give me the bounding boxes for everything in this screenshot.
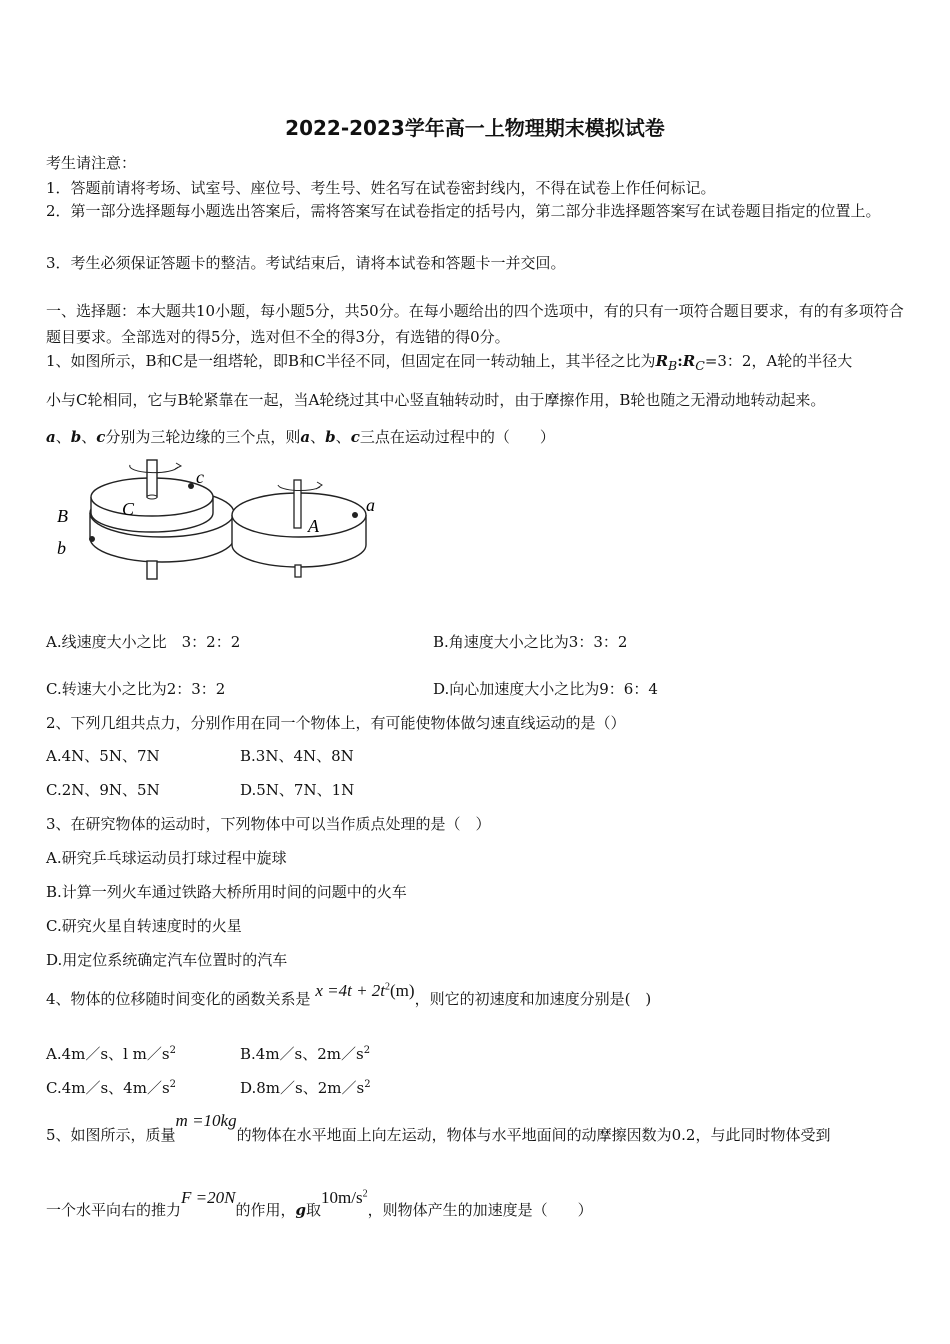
label-a-point: a [366,495,375,515]
q4-stem [46,981,652,1009]
formula-expression: x =4t + 2t [315,981,386,1000]
q2-option-b: B.3N、4N、8N [240,747,354,765]
exponent: 2 [169,1045,176,1056]
q1-option-b: B.角速度大小之比为3：3：2 [433,633,628,651]
q3-option-b: B.计算一列火车通过铁路大桥所用时间的问题中的火车 [46,883,407,901]
q5-text: 的作用， [235,1201,296,1219]
label-a-wheel: A [308,516,319,536]
radius-c-symbol: R [682,352,696,370]
label-c-point: c [196,467,204,487]
q1-stem-line2: 小与C轮相同，它与B轮紧靠在一起，当A轮绕过其中心竖直轴转动时，由于摩擦作用，B轮也随之无滑动地转动起来。 [46,391,826,409]
separator: 、 [81,428,97,446]
option-text: D.8m／s、2m／s [240,1079,365,1097]
q4-text: ，则它的初速度和加速度分别是( ) [414,990,652,1008]
separator: 、 [335,428,351,446]
radius-b-subscript: B [668,358,678,373]
q1-stem-line1 [46,350,852,373]
label-b-point: b [57,538,66,558]
q2-stem: 2、下列几组共点力，分别作用在同一个物体上，有可能使物体做匀速直线运动的是（） [46,714,626,732]
ratio-separator: : [677,352,683,370]
q1-option-c: C.转速大小之比为2：3：2 [46,680,226,698]
q5-text: 5、如图所示，质量 [46,1126,176,1144]
q3-option-c: C.研究火星自转速度时的火星 [46,917,242,935]
section-intro: 一、选择题：本大题共10小题，每小题5分，共50分。在每小题给出的四个选项中，有的只有一项符合题目要求，有的有多项符合题目要求。全部选对的得5分，选对但不全的得3分，有选错的得0分。 [46,302,904,346]
gravity-symbol: g [295,1201,306,1219]
displacement-formula [315,981,414,1000]
exponent: 2 [362,1188,368,1200]
formula-exponent: 2 [385,981,391,993]
q1-option-d: D.向心加速度大小之比为9：6：4 [433,680,658,698]
q2-option-d: D.5N、7N、1N [240,781,355,799]
q4-option-a [46,1043,176,1064]
q5-text: 的物体在水平地面上向左运动，物体与水平地面间的动摩擦因数为0.2，与此同时物体受到 [236,1126,831,1144]
q5-text: 一个水平向右的推力 [46,1201,182,1219]
q1-stem-line3 [46,426,555,447]
radius-b-symbol: R [655,352,669,370]
label-c-wheel: C [122,499,135,519]
q5-stem-line1 [46,1111,831,1145]
q1-option-a: A.线速度大小之比 3：2：2 [46,633,241,651]
q4-option-d [240,1077,371,1098]
tower-wheel-figure [50,455,390,585]
q2-option-c: C.2N、9N、5N [46,781,160,799]
q4-option-b [240,1043,370,1064]
notice-item: 2．第一部分选择题每小题选出答案后，需将答案写在试卷指定的括号内，第二部分非选择题答案写在试卷题目指定的位置上。 [46,202,881,220]
force-formula: F =20N [181,1188,236,1207]
option-text: A.4m／s、l m／s [46,1045,170,1063]
notice-heading: 考生请注意： [46,154,137,172]
page-title: 2022-2023学年高一上物理期末模拟试卷 [285,116,665,140]
q1-text: 分别为三轮边缘的三个点，则 [105,428,301,446]
q3-option-a: A.研究乒乓球运动员打球过程中旋球 [46,849,287,867]
point-b-label: b [70,428,82,446]
q2-option-a: A.4N、5N、7N [46,747,160,765]
exponent: 2 [363,1045,371,1056]
exponent: 2 [169,1079,177,1090]
notice-item: 3．考生必须保证答题卡的整洁。考试结束后，请将本试卷和答题卡一并交回。 [46,254,566,272]
q4-text: 4、物体的位移随时间变化的函数关系是 [46,990,311,1008]
gravity-value-text: 10m/s [321,1188,363,1207]
point-c-label: c [350,428,360,446]
point-a-label: a [46,428,56,446]
formula-unit: (m) [390,981,415,1000]
gravity-value [321,1188,368,1207]
point-c-label: c [96,428,106,446]
point-a-label: a [300,428,311,446]
q5-text: 取 [305,1201,321,1219]
q3-option-d: D.用定位系统确定汽车位置时的汽车 [46,951,288,969]
option-text: C.4m／s、4m／s [46,1079,170,1097]
separator: 、 [310,428,326,446]
q3-stem: 3、在研究物体的运动时，下列物体中可以当作质点处理的是（ ） [46,815,491,833]
notice-item: 1．答题前请将考场、试室号、座位号、考生号、姓名写在试卷密封线内，不得在试卷上作任何标记。 [46,179,716,197]
mass-formula: m =10kg [175,1111,237,1130]
q1-text: 三点在运动过程中的（ ） [359,428,555,446]
q1-text: 1、如图所示，B和C是一组塔轮，即B和C半径不同，但固定在同一转动轴上，其半径之比为 [46,352,656,370]
point-b-label: b [325,428,336,446]
radius-c-subscript: C [695,358,705,373]
q5-text: ，则物体产生的加速度是（ ） [367,1201,593,1219]
q1-text: =3：2，A轮的半径大 [704,352,853,370]
label-b-wheel: B [57,506,68,526]
q5-stem-line2 [46,1188,593,1220]
q4-option-c [46,1077,176,1098]
separator: 、 [55,428,71,446]
exponent: 2 [364,1079,371,1090]
option-text: B.4m／s、2m／s [240,1045,364,1063]
